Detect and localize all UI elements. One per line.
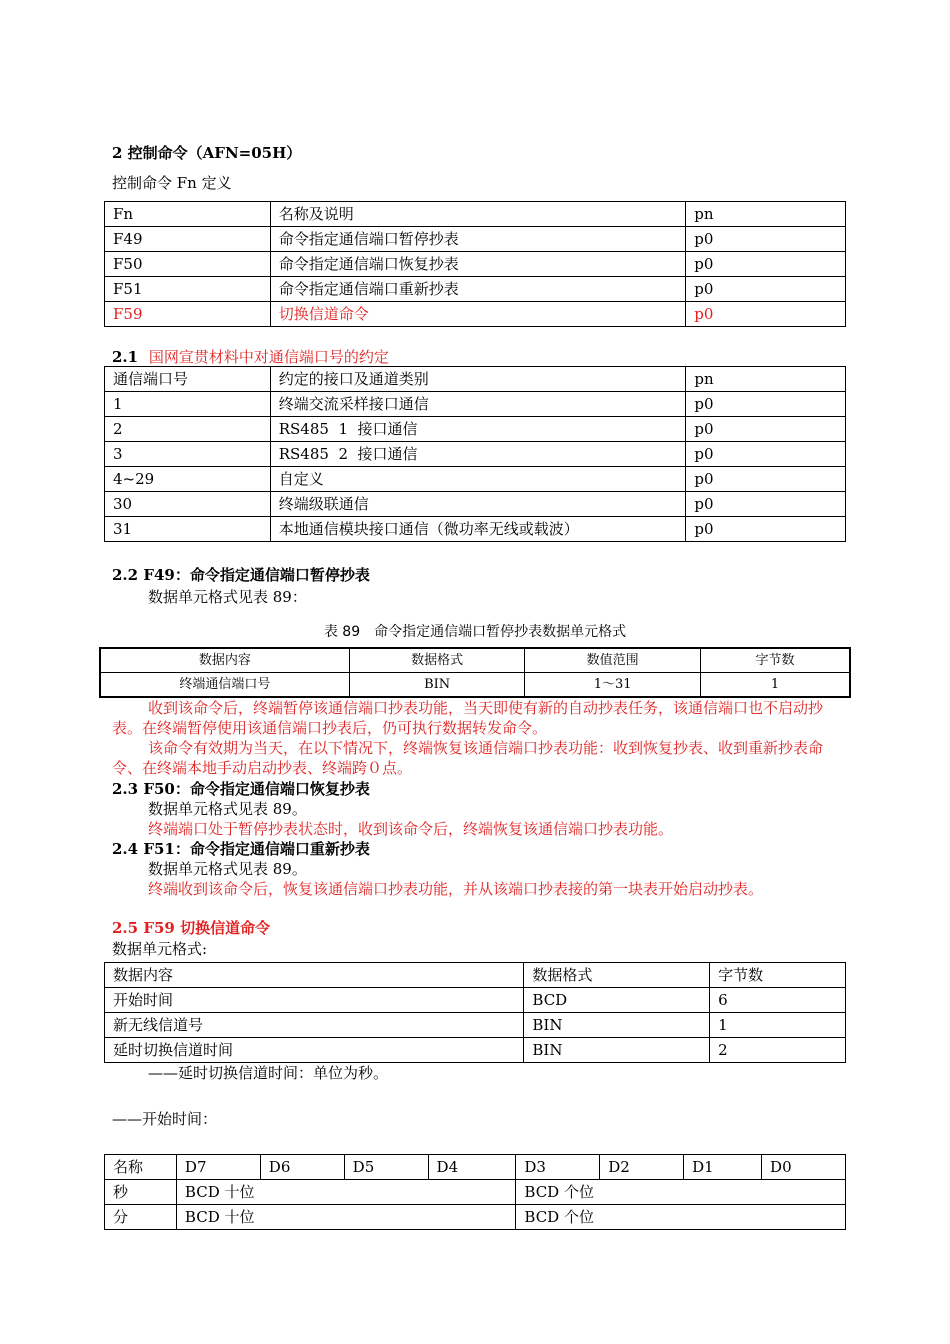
section-2-2-heading: 2.2 F49：命令指定通信端口暂停抄表	[112, 566, 370, 584]
section-number: 2.1	[112, 348, 139, 366]
table-cell: BIN	[349, 673, 525, 698]
table-cell: p0	[686, 227, 846, 252]
data-unit-format-label: 数据单元格式:	[112, 940, 208, 958]
header-cell: D7	[176, 1155, 260, 1180]
table-cell: BIN	[524, 1013, 710, 1038]
table-header-row	[105, 367, 846, 392]
table-header-row	[105, 1155, 846, 1180]
table-cell: BIN	[524, 1038, 710, 1063]
table-cell: 命令指定通信端口恢复抄表	[270, 252, 686, 277]
table-header-row	[105, 202, 846, 227]
table-cell: 2	[710, 1038, 846, 1063]
section-2-heading: 2 控制命令（AFN=05H）	[112, 144, 302, 162]
table-cell: 1	[105, 392, 271, 417]
table-cell: 命令指定通信端口重新抄表	[270, 277, 686, 302]
fn-table-title: 控制命令 Fn 定义	[112, 174, 232, 192]
header-cell: D6	[260, 1155, 344, 1180]
table-row	[105, 1180, 846, 1205]
f49-note-2: 该命令有效期为当天，在以下情况下，终端恢复该通信端口抄表功能：收到恢复抄表、收到重新抄表命令、在终端本地手动启动抄表、终端跨０点。	[112, 739, 824, 777]
table-cell: 终端级联通信	[270, 492, 686, 517]
table-header-row	[105, 963, 846, 988]
table-reference: 数据单元格式见表 89。	[148, 800, 307, 818]
header-cell: 字节数	[700, 648, 850, 673]
start-time-note: ——开始时间：	[112, 1110, 218, 1128]
table-cell: F51	[105, 277, 271, 302]
f50-note: 终端端口处于暂停抄表状态时，收到该命令后，终端恢复该通信端口抄表功能。	[148, 820, 674, 838]
header-cell: pn	[686, 367, 846, 392]
table-cell: p0	[686, 302, 846, 327]
table-row	[105, 442, 846, 467]
table-row	[105, 252, 846, 277]
header-cell: D5	[344, 1155, 428, 1180]
header-cell: Fn	[105, 202, 271, 227]
table-cell: 分	[105, 1205, 177, 1230]
delay-time-note: ——延时切换信道时间：单位为秒。	[148, 1064, 389, 1082]
table-cell: p0	[686, 517, 846, 542]
table-row	[100, 673, 850, 698]
table-row	[105, 492, 846, 517]
table-cell: BCD	[524, 988, 710, 1013]
header-cell: D4	[428, 1155, 516, 1180]
header-cell: 数据内容	[100, 648, 349, 673]
section-2-5-heading: 2.5 F59 切换信道命令	[112, 919, 271, 937]
table-89	[99, 647, 851, 698]
header-cell: D0	[762, 1155, 846, 1180]
table-reference: 数据单元格式见表 89。	[148, 860, 307, 878]
table-row	[105, 988, 846, 1013]
header-cell: 通信端口号	[105, 367, 271, 392]
header-cell: D1	[684, 1155, 762, 1180]
header-cell: 名称	[105, 1155, 177, 1180]
table-cell: 2	[105, 417, 271, 442]
table-cell: p0	[686, 492, 846, 517]
table-row	[105, 517, 846, 542]
table-row	[105, 392, 846, 417]
table-89-caption: 表 89 命令指定通信端口暂停抄表数据单元格式	[323, 624, 627, 640]
table-cell: p0	[686, 277, 846, 302]
table-cell: 命令指定通信端口暂停抄表	[270, 227, 686, 252]
fn-definition-table	[104, 201, 846, 327]
header-cell: 数值范围	[525, 648, 701, 673]
table-cell: p0	[686, 392, 846, 417]
table-cell: F59	[105, 302, 271, 327]
table-header-row	[100, 648, 850, 673]
table-cell: RS485 1 接口通信	[270, 417, 686, 442]
table-cell: p0	[686, 252, 846, 277]
table-row	[105, 417, 846, 442]
table-cell: 本地通信模块接口通信（微功率无线或载波）	[270, 517, 686, 542]
table-cell: 31	[105, 517, 271, 542]
table-reference: 数据单元格式见表 89：	[148, 588, 307, 606]
table-row	[105, 467, 846, 492]
table-row	[105, 277, 846, 302]
table-cell: 终端通信端口号	[100, 673, 349, 698]
table-cell: p0	[686, 417, 846, 442]
start-time-bit-table	[104, 1154, 846, 1230]
table-cell: BCD 十位	[176, 1205, 515, 1230]
header-cell: D3	[516, 1155, 600, 1180]
header-cell: 约定的接口及通道类别	[270, 367, 686, 392]
table-cell: 切换信道命令	[270, 302, 686, 327]
f51-note: 终端收到该命令后，恢复该通信端口抄表功能，并从该端口抄表接的第一块表开始启动抄表。	[148, 880, 764, 898]
header-cell: pn	[686, 202, 846, 227]
table-cell: 30	[105, 492, 271, 517]
table-row	[105, 227, 846, 252]
table-cell: BCD 个位	[516, 1180, 846, 1205]
table-cell: 6	[710, 988, 846, 1013]
table-row	[105, 1013, 846, 1038]
table-cell: BCD 个位	[516, 1205, 846, 1230]
table-cell: 终端交流采样接口通信	[270, 392, 686, 417]
header-cell: 字节数	[710, 963, 846, 988]
table-cell: p0	[686, 467, 846, 492]
table-cell: 开始时间	[105, 988, 524, 1013]
table-cell: BCD 十位	[176, 1180, 515, 1205]
table-cell: 1	[710, 1013, 846, 1038]
header-cell: 数据内容	[105, 963, 524, 988]
port-number-table	[104, 366, 846, 542]
f49-note-1: 收到该命令后，终端暂停该通信端口抄表功能，当天即使有新的自动抄表任务，该通信端口也不启动抄表。在终端暂停使用该通信端口抄表后，仍可执行数据转发命令。	[112, 699, 824, 737]
table-cell: p0	[686, 442, 846, 467]
table-cell: 秒	[105, 1180, 177, 1205]
table-cell: 1～31	[525, 673, 701, 698]
header-cell: 名称及说明	[270, 202, 686, 227]
section-2-1-heading	[112, 346, 389, 367]
table-cell: F49	[105, 227, 271, 252]
section-2-4-heading: 2.4 F51：命令指定通信端口重新抄表	[112, 840, 370, 858]
table-cell: 新无线信道号	[105, 1013, 524, 1038]
table-cell: 3	[105, 442, 271, 467]
table-cell: 4~29	[105, 467, 271, 492]
table-row	[105, 1205, 846, 1230]
table-cell: 延时切换信道时间	[105, 1038, 524, 1063]
table-cell: RS485 2 接口通信	[270, 442, 686, 467]
table-cell: 1	[700, 673, 850, 698]
section-title: 国网宣贯材料中对通信端口号的约定	[148, 348, 389, 366]
section-2-3-heading: 2.3 F50：命令指定通信端口恢复抄表	[112, 780, 370, 798]
table-cell: F50	[105, 252, 271, 277]
header-cell: 数据格式	[524, 963, 710, 988]
header-cell: D2	[600, 1155, 684, 1180]
table-row	[105, 1038, 846, 1063]
f59-data-unit-table	[104, 962, 846, 1063]
table-row-highlighted	[105, 302, 846, 327]
table-cell: 自定义	[270, 467, 686, 492]
header-cell: 数据格式	[349, 648, 525, 673]
